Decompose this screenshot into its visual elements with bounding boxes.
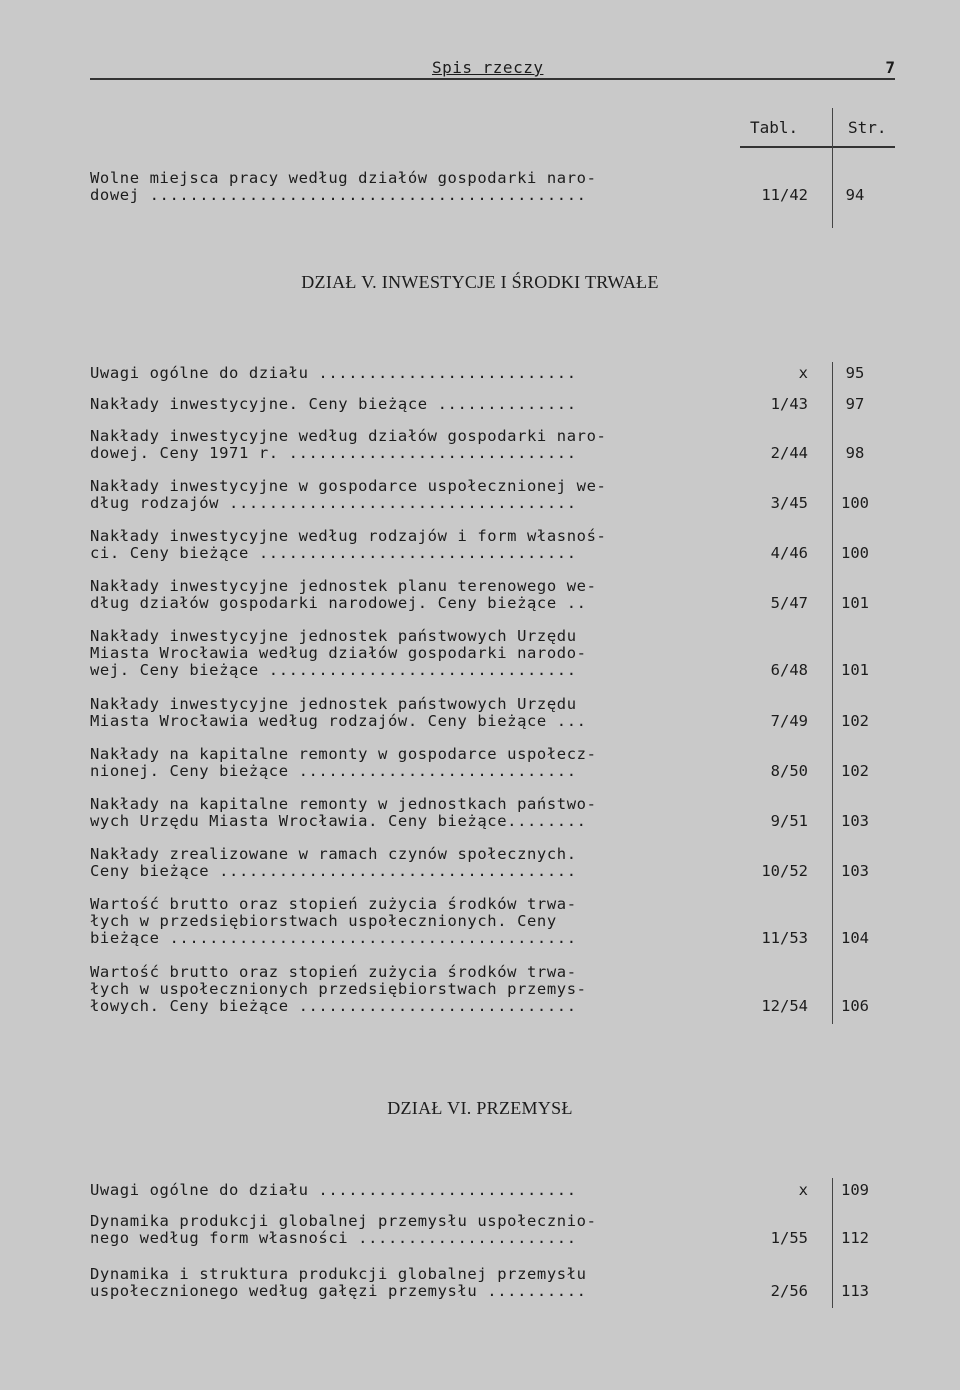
entry-page-ref: 101 xyxy=(841,661,869,679)
entry-text: Uwagi ogólne do działu .......................... xyxy=(90,1181,577,1199)
page-number: 7 xyxy=(885,58,895,77)
entry-table-ref: x xyxy=(798,364,808,382)
entry-page-ref: 94 xyxy=(845,186,865,204)
entry-text: Dynamika produkcji globalnej przemysłu uspołecznio- nego według form własności ...................... xyxy=(90,1212,597,1247)
column-header-rule xyxy=(740,146,895,148)
entry-text: Nakłady inwestycyjne jednostek państwowych Urzędu Miasta Wrocławia według działów gospodarki narodo- wej. Ceny bieżące ............................... xyxy=(90,627,587,679)
entry-page-ref: 106 xyxy=(841,997,869,1015)
header-rule xyxy=(90,78,895,80)
entry-page-ref: 102 xyxy=(841,712,869,730)
entry-table-ref: 12/54 xyxy=(761,997,808,1015)
page-header xyxy=(90,58,895,80)
entry-table-ref: 1/55 xyxy=(770,1229,808,1247)
entry-text: Wartość brutto oraz stopień zużycia środków trwa- łych w przedsiębiorstwach uspołecznionych. Ceny bieżące ......................................... xyxy=(90,895,577,947)
entry-text: Nakłady inwestycyjne według działów gospodarki naro- dowej. Ceny 1971 r. ............................. xyxy=(90,427,607,462)
entry-table-ref: 4/46 xyxy=(770,544,808,562)
entry-table-ref: 7/49 xyxy=(770,712,808,730)
entry-table-ref: 11/42 xyxy=(761,186,808,204)
entry-table-ref: 2/44 xyxy=(770,444,808,462)
entry-page-ref: 112 xyxy=(841,1229,869,1247)
entry-table-ref: 8/50 xyxy=(770,762,808,780)
entry-page-ref: 97 xyxy=(845,395,865,413)
entry-page-ref: 103 xyxy=(841,812,869,830)
entry-table-ref: 10/52 xyxy=(761,862,808,880)
entry-text: Nakłady inwestycyjne jednostek planu terenowego we- dług działów gospodarki narodowej. Ceny bieżące .. xyxy=(90,577,597,612)
entry-text: Nakłady inwestycyjne jednostek państwowych Urzędu Miasta Wrocławia według rodzajów. Ceny bieżące ... xyxy=(90,695,587,730)
entry-text: Nakłady na kapitalne remonty w jednostkach państwo- wych Urzędu Miasta Wrocławia. Ceny bieżące........ xyxy=(90,795,597,830)
entry-text: Nakłady inwestycyjne w gospodarce uspołecznionej we- dług rodzajów ................................... xyxy=(90,477,607,512)
entry-table-ref: 11/53 xyxy=(761,929,808,947)
entry-table-ref: 5/47 xyxy=(770,594,808,612)
entry-table-ref: 3/45 xyxy=(770,494,808,512)
entry-page-ref: 101 xyxy=(841,594,869,612)
entry-table-ref: 2/56 xyxy=(770,1282,808,1300)
page-title: Spis rzeczy xyxy=(432,58,544,77)
entry-table-ref: 9/51 xyxy=(770,812,808,830)
entry-page-ref: 113 xyxy=(841,1282,869,1300)
entry-table-ref: 1/43 xyxy=(770,395,808,413)
entry-page-ref: 95 xyxy=(845,364,865,382)
column-headers xyxy=(0,118,960,148)
entry-page-ref: 98 xyxy=(845,444,865,462)
entry-page-ref: 104 xyxy=(841,929,869,947)
entry-table-ref: 6/48 xyxy=(770,661,808,679)
section-title: DZIAŁ V. INWESTYCJE I ŚRODKI TRWAŁE xyxy=(301,272,659,292)
entry-text: Uwagi ogólne do działu .......................... xyxy=(90,364,577,382)
entry-page-ref: 103 xyxy=(841,862,869,880)
section-title: DZIAŁ VI. PRZEMYSŁ xyxy=(387,1098,573,1118)
column-header-tabl: Tabl. xyxy=(750,118,799,137)
column-divider xyxy=(832,108,833,228)
column-header-str: Str. xyxy=(848,118,887,137)
entry-text: Nakłady na kapitalne remonty w gospodarce uspołecz- nionej. Ceny bieżące ............................ xyxy=(90,745,597,780)
entry-text: Wolne miejsca pracy według działów gospodarki naro- dowej ............................................ xyxy=(90,169,597,204)
entry-page-ref: 109 xyxy=(841,1181,869,1199)
entry-text: Nakłady inwestycyjne według rodzajów i form własnoś- ci. Ceny bieżące ................................ xyxy=(90,527,607,562)
entry-table-ref: x xyxy=(798,1181,808,1199)
entry-text: Nakłady zrealizowane w ramach czynów społecznych. Ceny bieżące .................................... xyxy=(90,845,577,880)
entry-text: Wartość brutto oraz stopień zużycia środków trwa- łych w uspołecznionych przedsiębiorstwach przemys- łowych. Ceny bieżące ............................ xyxy=(90,963,587,1015)
entry-page-ref: 100 xyxy=(841,494,869,512)
entry-text: Nakłady inwestycyjne. Ceny bieżące .............. xyxy=(90,395,577,413)
entry-page-ref: 100 xyxy=(841,544,869,562)
entry-page-ref: 102 xyxy=(841,762,869,780)
entry-text: Dynamika i struktura produkcji globalnej przemysłu uspołecznionego według gałęzi przemysłu .......... xyxy=(90,1265,587,1300)
